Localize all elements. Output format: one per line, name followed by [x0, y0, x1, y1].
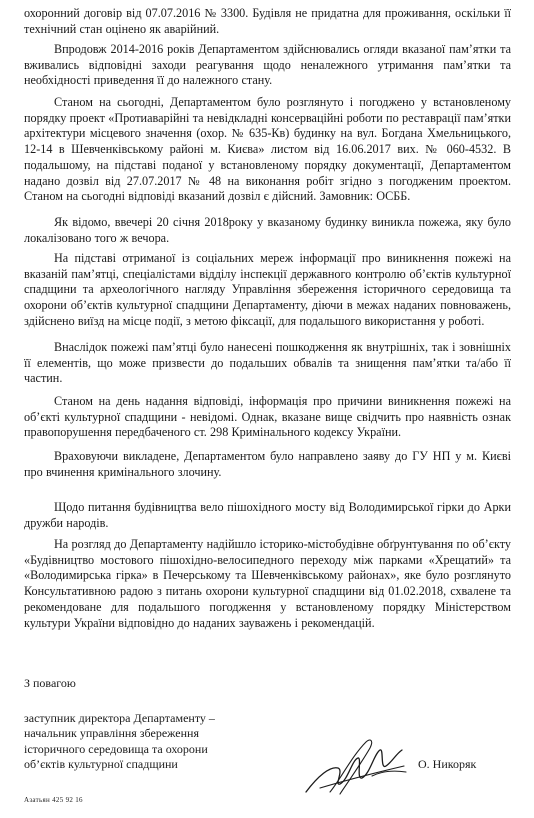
paragraph-5: На підставі отриманої із соціальних мереж інформації про виникнення пожежі на вказаній пам’ятці, спеціалістами відділу інспекції державного контролю об’єктів культурної спадщини та археологічного нагляду Управління збереження історичного середовища та охорони об’єктів культурної спадщини Департаменту, діючи в межах наданих повноважень, здійснено виїзд на місце події, з метою фіксації, для подальшого використання у роботі.: [24, 251, 511, 328]
signer-title-line: начальник управління збереження: [24, 726, 199, 741]
signer-title-line: історичного середовища та охорони: [24, 741, 208, 756]
closing-regards: З повагою: [24, 676, 76, 690]
paragraph-4: Як відомо, ввечері 20 січня 2018року у вказаному будинку виникла пожежа, яку було локалізовано того ж вечора.: [24, 215, 511, 245]
paragraph-7: Станом на день надання відповіді, інформація про причини виникнення пожежі на об’єкті культурної спадщини - невідомі. Однак, вказане вище свідчить про наявність ознак правопорушення передбаченого ст. 298 Кримінального кодексу України.: [24, 394, 511, 440]
paragraph-6: Внаслідок пожежі пам’ятці було нанесені пошкодження як внутрішніх, так і зовнішніх її елементів, що може призвести до подальших обвалів та знищення пам’ятки та/або її частин.: [24, 340, 511, 386]
signer-name: О. Никоряк: [418, 757, 477, 771]
paragraph-8: Враховуючи викладене, Департаментом було направлено заяву до ГУ НП у м. Києві про вчинення кримінального злочину.: [24, 449, 511, 479]
paragraph-10: На розгляд до Департаменту надійшло історико-містобудівне обґрунтування по об’єкту «Будівництво мостового пішохідно-велосипедного переходу між парками «Хрещатий» та «Володимирська гірка» в Печерському та Шевченківському районах», яке було розглянуто Консультативною радою з питань охорони культурної спадщини від 01.02.2018, схвалене та рекомендоване для подальшого погодження у встановленому порядку Міністерством культури України відповідно до наданих зауважень і рекомендацій.: [24, 537, 511, 630]
paragraph-9: Щодо питання будівництва вело пішохідного мосту від Володимирської гірки до Арки дружби народів.: [24, 500, 511, 530]
signer-title-line: заступник директора Департаменту –: [24, 711, 215, 725]
paragraph-1: охоронний договір від 07.07.2016 № 3300. Будівля не придатна для проживання, оскільки її технічний стан оцінено як аварійний.: [24, 6, 511, 36]
executor-footnote: Азатьян 425 92 16: [24, 796, 83, 804]
signer-title-line: об’єктів культурної спадщини: [24, 757, 178, 772]
paragraph-3: Станом на сьогодні, Департаментом було розглянуто і погоджено у встановленому порядку проект «Протиаварійні та невідкладні консерваційні роботи по реставрації пам’ятки архітектури місцевого значення (охор. № 635-Кв) будинку на вул. Богдана Хмельницького, 12-14 в Шевченківському районі м. Києва» листом від 16.06.2017 вих. № 060-4532. В подальшому, на підставі поданої у встановленому порядку документації, Департаментом надано дозвіл від 27.07.2017 № 48 на виконання робіт згідно з погодженим проектом. Станом на сьогодні відповіді вказаний дозвіл є дійсний. Замовник: ОСББ.: [24, 95, 511, 204]
handwritten-signature: [300, 736, 410, 798]
paragraph-2: Впродовж 2014-2016 років Департаментом здійснювались огляди вказаної пам’ятки та вживались відповідні заходи реагування щодо неналежного утримання пам’ятки та необхідності приведення її до належного стану.: [24, 42, 511, 88]
signer-title: [24, 711, 264, 773]
